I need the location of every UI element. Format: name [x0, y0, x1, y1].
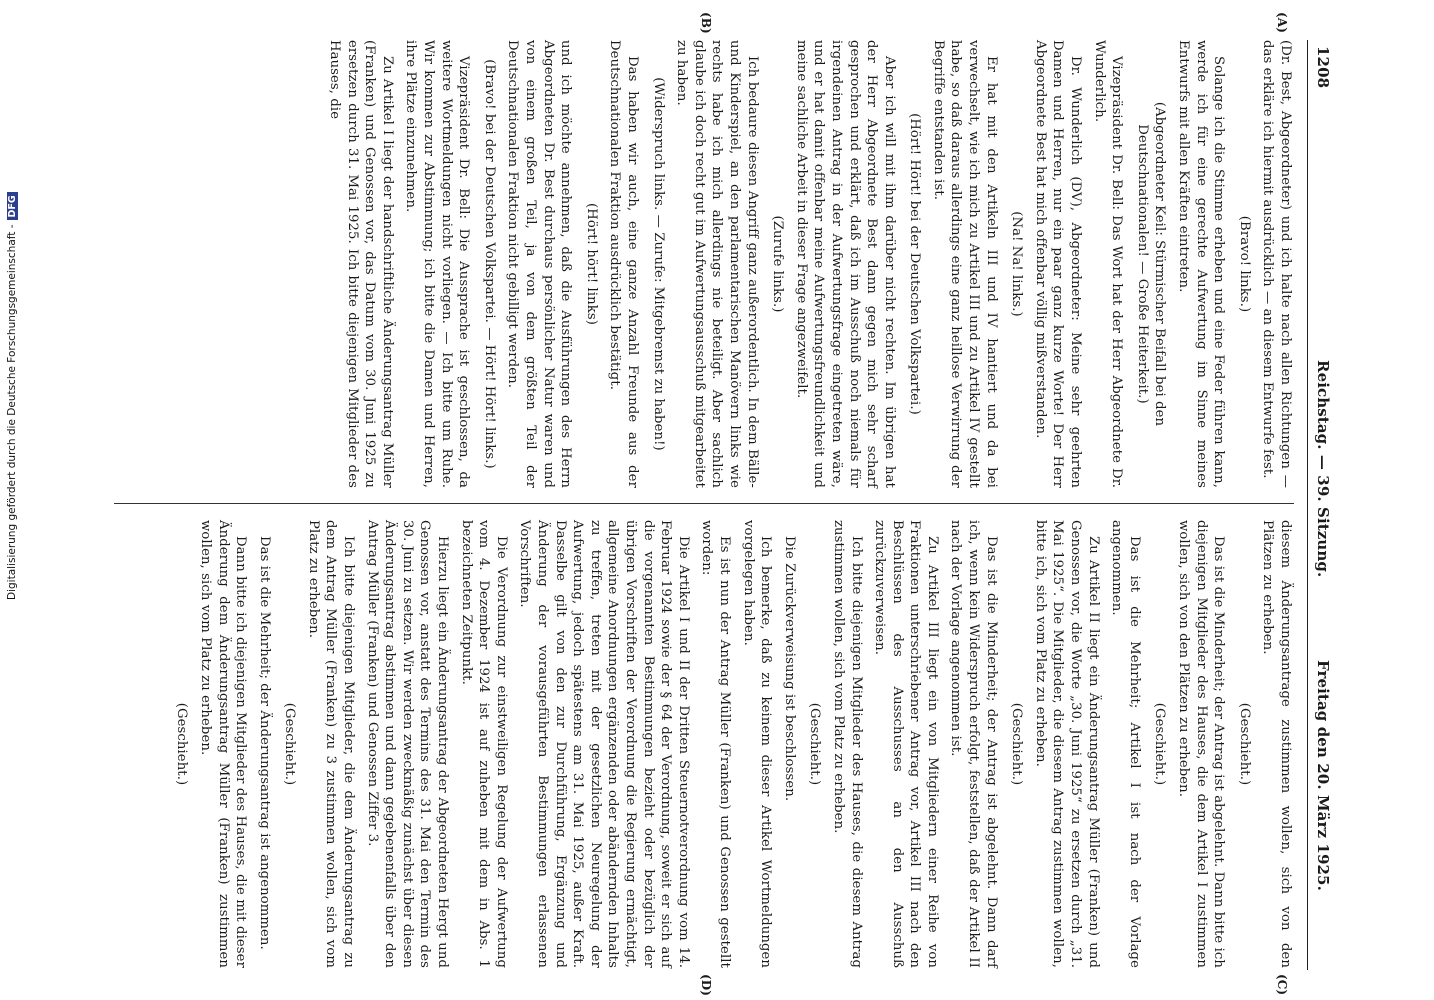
paragraph: Vizepräsident Dr. Bell: Die Aussprache ist geschlossen, da weitere Wortmeldungen nicht vorliegen. — Ich bitte um Ruhe. Wir kommen zur Abstimmung; ich bitte die Damen und Herren, ihre Plätze einzunehmen. [403, 40, 472, 488]
right-column [165, 520, 1294, 968]
margin-mark-d: (D) [699, 974, 713, 997]
paragraph: Das haben wir auch, eine ganze Anzahl Freunde aus der Deutschnationalen Fraktion ausdrücklich bestätigt. [607, 40, 640, 488]
column-divider [114, 503, 1294, 504]
margin-mark-a: (A) [1275, 12, 1289, 33]
document-page [104, 12, 1334, 997]
paragraph: Er hat mit den Artikeln III und IV hantiert und da bei verwechselt, wie ich mich zu Artikel III und zu Artikel IV gestellt habe, so daß daraus allerdings eine ganz heillose Verwirrung der Begriffe entstanden ist. [930, 40, 999, 488]
interjection: (Widerspruch links. — Zurufe: Mitgebremst zu haben!) [650, 77, 666, 451]
interjection: (Na! Na! links.) [1009, 211, 1025, 317]
paragraph: Ich bitte diejenigen Mitglieder, die dem Änderungsantrag zu dem Antrag Müller (Franken) zu 3 zustimmen wollen, sich vom Platz zu erheben. [305, 520, 357, 968]
interjection: (Bravo! links.) [1236, 215, 1252, 313]
paragraph: Die Artikel I und II der Dritten Steuernotverordnung vom 14. Februar 1924 sowie der § 64 der Verordnung, soweit er sich auf die vorgenannten Bestimmungen bezieht oder bezüglich der übrigen Vorschriften der Verordnung die Regierung ermächtigt, allgemeine Anordnungen ergänzenden oder abändernden Inhalts zu treffen, treten mit der gesetzlichen Neuregelung der Aufwertung, jedoch spätestens am 31. Mai 1925, außer Kraft. Dasselbe gilt von den zur Durchführung, Ergänzung und Änderung der vorausgeführten Bestimmungen erlassenen Vorschriften. [517, 520, 691, 968]
paragraph: Das ist die Mehrheit; der Änderungsantrag ist angenommen. [256, 536, 272, 950]
interjection: (Bravo! bei der Deutschen Volkspartei. — Hört! Hört! links.) [481, 59, 497, 469]
interjection: (Geschieht.) [174, 702, 190, 786]
page-header [1307, 40, 1334, 970]
paragraph: Zu Artikel I liegt der handschriftliche Änderungsantrag Müller (Franken) und Genossen vor, das Datum vom 30. Juni 1925 zu ersetzen durch 31. Mai 1925. Ich bitte diejenigen Mitglieder des Hauses, die [327, 40, 395, 488]
interjection: (Geschieht.) [1152, 702, 1168, 786]
interjection: (Hört! Hört! bei der Deutschen Volkspartei.) [907, 113, 923, 415]
paragraph: Dann bitte ich diejenigen Mitglieder des Hauses, die mit dieser Änderung dem Änderungsantrag Müller (Franken) zustimmen wollen, sich vom Platz zu erheben. [197, 520, 249, 968]
paragraph: Hierzu liegt ein Änderungsantrag der Abgeordneten Hergt und Genossen vor, anstatt des Termins des 31. Mai den Termin des 30. Juni zu setzen. Wir werden zweckmäßig zunächst über diesen Änderungsantrag abstimmen und dann gegebenenfalls über den Antrag Müller (Franken) und Genossen Ziffer 3. [364, 520, 451, 968]
dfg-logo: DFG [7, 192, 18, 220]
paragraph: und ich möchte annehmen, daß die Ausführungen des Herrn Abgeordneten Dr. Best durchaus persönlicher Natur waren und von einem großen Teil, ja von dem größten Teil der Deutschnationalen Fraktion nicht gebilligt werden. [505, 40, 574, 488]
paragraph: Ich bemerke, daß zu keinem dieser Artikel Wortmeldungen vorgelegen haben. [740, 520, 774, 968]
margin-mark-b: (B) [699, 12, 713, 34]
paragraph: Zu Artikel III liegt ein von Mitgliedern einer Reihe von Fraktionen unterschriebener Antrag vor, Artikel III nach den Beschlüssen des Ausschusses an den Ausschuß zurückzuverweisen. [872, 520, 940, 968]
page-number: 1208 [1314, 46, 1332, 89]
margin-mark-c: (C) [1275, 974, 1289, 996]
footer-text: Digitalisierung gefördert durch die Deutsche Forschungsgemeinschaft - [6, 224, 18, 600]
paragraph: (Dr. Best, Abgeordneter) und ich halte nach allen Richtungen — das erkläre ich hiermit ausdrücklich — an diesem Entwurfe fest. [1260, 40, 1293, 488]
interjection: (Geschieht.) [807, 702, 823, 786]
paragraph: Ich bitte diejenigen Mitglieder des Hauses, die diesem Antrag zustimmen wollen, sich vom Platz zu erheben. [830, 520, 864, 968]
paragraph: Die Verordnung zur einstweiligen Regelung der Aufwertung vom 4. Dezember 1924 ist auf zuheben mit dem in Abs. 1 bezeichneten Zeitpunkt. [458, 520, 509, 968]
interjection: (Abgeordneter Keil: Stürmischer Beifall bei den Deutschnationalen! — Große Heiterkeit.) [1134, 101, 1168, 427]
paragraph: Zu Artikel II liegt ein Änderungsantrag Müller (Franken) und Genossen vor, die Worte „30. Juni 1925“ zu ersetzen durch „31. Mai 1925“. Die Mitglieder, die diesem Antrag zustimmen wollen, bitte ich, sich vom Platz zu erheben. [1032, 520, 1101, 968]
paragraph: Das ist die Mehrheit; Artikel I ist nach der Vorlage angenommen. [1109, 520, 1142, 968]
left-column [320, 40, 1295, 488]
header-date: Freitag den 20. März 1925. [1314, 660, 1332, 891]
footer-credit [6, 195, 18, 600]
paragraph: Vizepräsident Dr. Bell: Das Wort hat der Herr Abgeordnete Dr. Wunderlich. [1091, 40, 1125, 488]
interjection: (Geschieht.) [1009, 702, 1025, 786]
paragraph: Dr. Wunderlich (DV), Abgeordneter: Meine sehr geehrten Damen und Herren, nur ein paar ganz kurze Worte! Der Herr Abgeordnete Best hat mich offenbar völlig mißverstanden. [1032, 40, 1084, 488]
interjection: (Geschieht.) [1236, 702, 1252, 786]
interjection: (Geschieht.) [282, 702, 298, 786]
paragraph: Solange ich die Stimme erheben und eine Feder führen kann, werde ich für eine gerechte Aufwertung im Sinne meines Entwurfs mit allen Kräften eintreten. [1176, 40, 1227, 488]
interjection: (Zurufe links.) [770, 215, 786, 313]
paragraph: Das ist die Minderheit; der Antrag ist abgelehnt. Dann darf ich, wenn kein Widerspruch erfolgt, feststellen, daß der Artikel II nach der Vorlage angenommen ist. [948, 520, 999, 968]
paragraph: Das ist die Minderheit; der Antrag ist abgelehnt. Dann bitte ich diejenigen Mitglieder des Hauses, die dem Artikel I zustimmen wollen, sich von den Plätzen zu erheben. [1176, 520, 1227, 968]
paragraph: Es ist nun der Antrag Müller (Franken) und Genossen gestellt worden: [699, 520, 732, 968]
paragraph: Die Zurückverweisung ist beschlossen. [781, 536, 797, 802]
paragraph: Ich bedaure diesen Angriff ganz außerordentlich. In dem Bälle- und Kinderspiel, an den parlamentarischen Manövern links wie rechts habe ich mich allerdings nie beteiligt. Aber sachlich glaube ich doch recht gut im Aufwertungsausschuß mitgearbeitet zu haben. [674, 40, 760, 488]
interjection: (Hört! hört! links) [583, 203, 599, 325]
paragraph: Aber ich will mit ihm darüber nicht rechten. Im übrigen hat der Herr Abgeordnete Best dann gegen mich sehr scharf gesprochen und erklärt, daß ich im Ausschuß noch niemals für irgendeinen Antrag in der Aufwertungsfrage eingetreten wäre, und er hat damit offenbar meine Aufwertungsfreundlichkeit und meine sachliche Arbeit in dieser Frage angezweifelt. [793, 40, 897, 488]
header-session: Reichstag. — 39. Sitzung. [1314, 360, 1332, 578]
paragraph: diesem Änderungsantrage zustimmen wollen, sich von den Plätzen zu erheben. [1260, 520, 1293, 968]
